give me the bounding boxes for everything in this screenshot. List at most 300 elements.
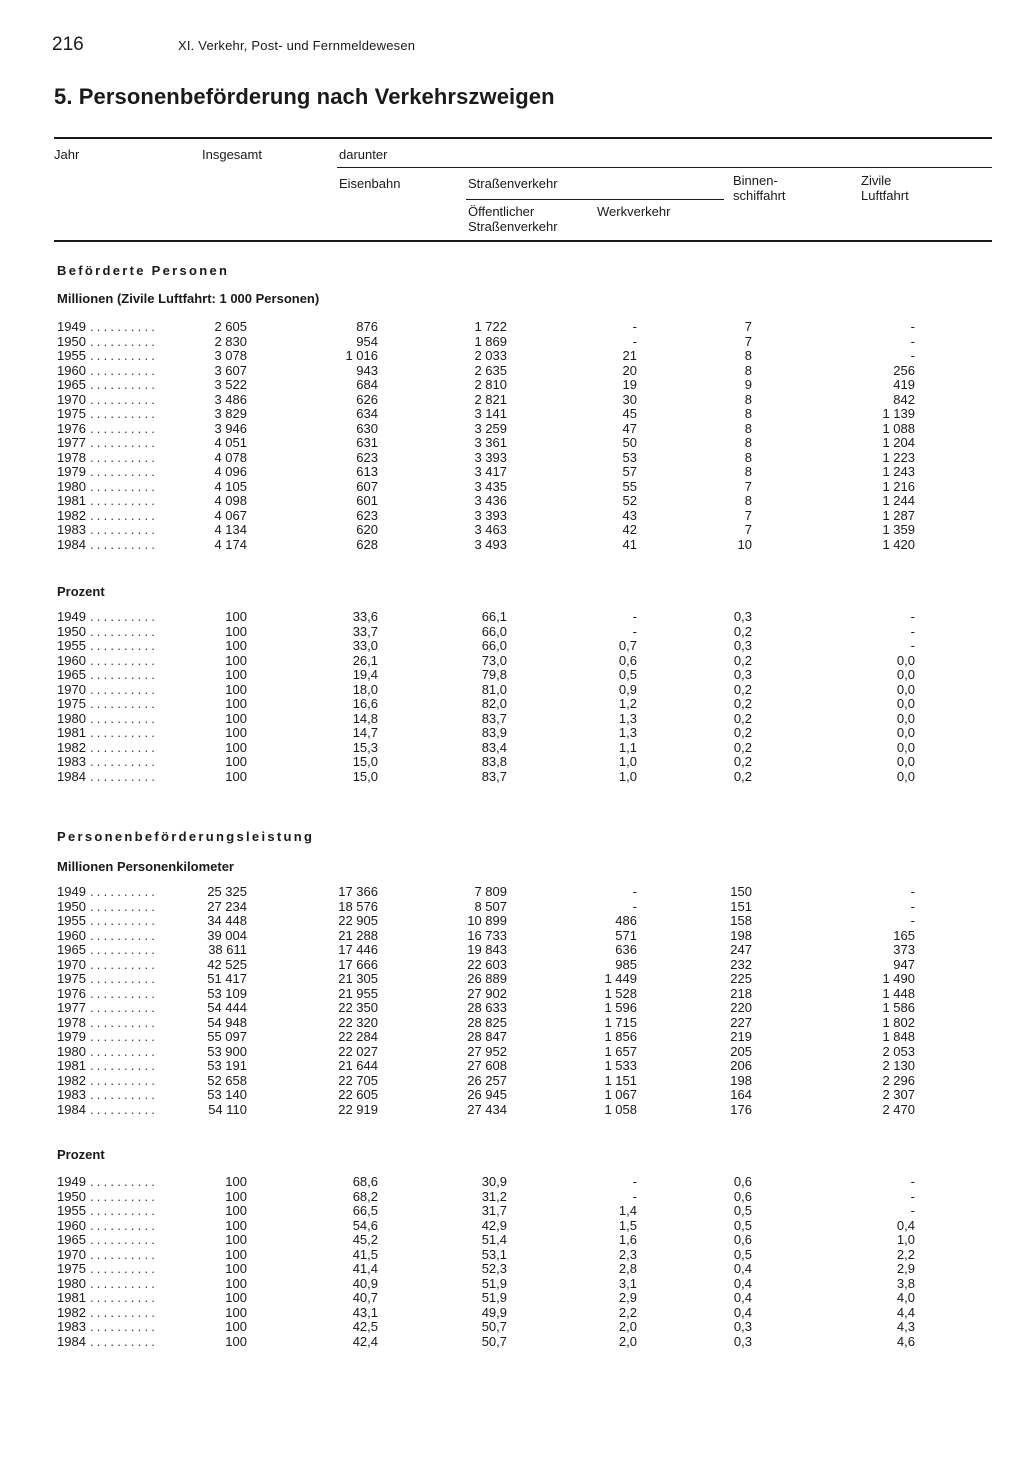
cell-civil-aviation: 1 802 xyxy=(882,1014,915,1030)
cell-civil-aviation: 0,0 xyxy=(896,739,915,755)
cell-works-traffic: - xyxy=(632,884,637,899)
section-heading: Personenbeförderungsleistung xyxy=(57,829,315,844)
table-row xyxy=(0,1074,1024,1089)
cell-rail: 15,0 xyxy=(352,768,378,784)
cell-works-traffic: 43 xyxy=(622,507,637,523)
table-row xyxy=(0,509,1024,524)
cell-works-traffic: 1,6 xyxy=(618,1232,637,1247)
leader-dots: .......... xyxy=(90,478,159,494)
cell-works-traffic: 47 xyxy=(622,420,637,436)
cell-year: 1981 xyxy=(57,493,86,508)
cell-inland-shipping: 0,6 xyxy=(733,1174,752,1189)
cell-year: 1980 xyxy=(57,710,86,726)
cell-civil-aviation: - xyxy=(910,884,915,899)
cell-civil-aviation: 1 223 xyxy=(882,449,915,465)
cell-year: 1949 xyxy=(57,319,86,334)
cell-year: 1965 xyxy=(57,942,86,957)
cell-public-road: 3 417 xyxy=(474,464,507,479)
cell-year: 1978 xyxy=(57,449,86,465)
table-row xyxy=(0,668,1024,683)
cell-year: 1970 xyxy=(57,681,86,697)
cell-total: 3 829 xyxy=(214,406,247,421)
cell-civil-aviation: 1 088 xyxy=(882,420,915,436)
cell-year: 1980 xyxy=(57,478,86,494)
cell-civil-aviation: 1 216 xyxy=(882,478,915,494)
cell-works-traffic: - xyxy=(632,1174,637,1189)
cell-works-traffic: 571 xyxy=(615,927,637,943)
cell-rail: 21 305 xyxy=(338,971,378,986)
leader-dots: .......... xyxy=(90,913,159,928)
cell-rail: 613 xyxy=(356,464,378,479)
cell-inland-shipping: 232 xyxy=(730,956,752,972)
table-row xyxy=(0,1045,1024,1060)
page-number: 216 xyxy=(52,34,84,55)
header-among: darunter xyxy=(339,147,388,162)
leader-dots: .......... xyxy=(90,1275,159,1291)
cell-year: 1977 xyxy=(57,435,86,450)
cell-total: 3 486 xyxy=(214,391,247,407)
cell-total: 100 xyxy=(225,1174,247,1189)
cell-rail: 21 955 xyxy=(338,985,378,1001)
cell-year: 1955 xyxy=(57,348,86,363)
cell-public-road: 3 259 xyxy=(474,420,507,436)
cell-civil-aviation: 2 296 xyxy=(882,1072,915,1088)
cell-public-road: 1 722 xyxy=(474,319,507,334)
cell-works-traffic: 2,9 xyxy=(618,1290,637,1305)
cell-works-traffic: 985 xyxy=(615,956,637,972)
cell-civil-aviation: 947 xyxy=(893,956,915,972)
cell-works-traffic: 55 xyxy=(622,478,637,494)
cell-works-traffic: - xyxy=(632,1188,637,1204)
cell-civil-aviation: 0,4 xyxy=(896,1217,915,1233)
cell-rail: 22 284 xyxy=(338,1029,378,1044)
table-row xyxy=(0,407,1024,422)
cell-works-traffic: 30 xyxy=(622,391,637,407)
cell-rail: 66,5 xyxy=(352,1203,378,1218)
cell-public-road: 51,9 xyxy=(481,1275,507,1291)
cell-public-road: 3 463 xyxy=(474,522,507,537)
cell-inland-shipping: 151 xyxy=(730,898,752,914)
cell-public-road: 2 810 xyxy=(474,377,507,392)
cell-year: 1982 xyxy=(57,739,86,755)
leader-dots: .......... xyxy=(90,638,159,653)
table-row xyxy=(0,1277,1024,1292)
leader-dots: .......... xyxy=(90,942,159,957)
leader-dots: .......... xyxy=(90,609,159,624)
cell-total: 53 109 xyxy=(207,985,247,1001)
cell-public-road: 50,7 xyxy=(481,1319,507,1334)
cell-year: 1980 xyxy=(57,1275,86,1291)
leader-dots: .......... xyxy=(90,1203,159,1218)
table-row xyxy=(0,1306,1024,1321)
cell-rail: 33,7 xyxy=(352,623,378,639)
cell-year: 1984 xyxy=(57,1101,86,1117)
cell-total: 39 004 xyxy=(207,927,247,943)
cell-year: 1970 xyxy=(57,391,86,407)
cell-public-road: 27 608 xyxy=(467,1058,507,1073)
cell-works-traffic: 1,0 xyxy=(618,768,637,784)
cell-public-road: 28 825 xyxy=(467,1014,507,1030)
cell-civil-aviation: 0,0 xyxy=(896,696,915,711)
leader-dots: .......... xyxy=(90,696,159,711)
cell-total: 100 xyxy=(225,1217,247,1233)
cell-rail: 620 xyxy=(356,522,378,537)
cell-works-traffic: 21 xyxy=(622,348,637,363)
leader-dots: .......... xyxy=(90,623,159,639)
cell-total: 100 xyxy=(225,1275,247,1291)
leader-dots: .......... xyxy=(90,681,159,697)
cell-public-road: 81,0 xyxy=(481,681,507,697)
table-row xyxy=(0,900,1024,915)
leader-dots: .......... xyxy=(90,754,159,769)
cell-total: 100 xyxy=(225,1304,247,1320)
cell-public-road: 27 902 xyxy=(467,985,507,1001)
leader-dots: .......... xyxy=(90,420,159,436)
cell-inland-shipping: 198 xyxy=(730,1072,752,1088)
cell-total: 100 xyxy=(225,754,247,769)
cell-year: 1950 xyxy=(57,623,86,639)
cell-rail: 22 350 xyxy=(338,1000,378,1015)
leader-dots: .......... xyxy=(90,522,159,537)
cell-total: 100 xyxy=(225,1188,247,1204)
cell-works-traffic: 3,1 xyxy=(618,1275,637,1291)
cell-total: 4 051 xyxy=(214,435,247,450)
leader-dots: .......... xyxy=(90,1246,159,1262)
cell-works-traffic: 19 xyxy=(622,377,637,392)
cell-inland-shipping: 205 xyxy=(730,1043,752,1059)
cell-civil-aviation: - xyxy=(910,333,915,349)
cell-inland-shipping: 10 xyxy=(737,536,752,552)
table-row xyxy=(0,972,1024,987)
cell-civil-aviation: 2 130 xyxy=(882,1058,915,1073)
cell-year: 1950 xyxy=(57,1188,86,1204)
table-row xyxy=(0,1233,1024,1248)
cell-civil-aviation: 2 053 xyxy=(882,1043,915,1059)
table-row xyxy=(0,639,1024,654)
cell-public-road: 53,1 xyxy=(481,1246,507,1262)
cell-total: 100 xyxy=(225,725,247,740)
cell-total: 100 xyxy=(225,768,247,784)
cell-total: 100 xyxy=(225,1232,247,1247)
cell-civil-aviation: 0,0 xyxy=(896,667,915,682)
table-row xyxy=(0,1001,1024,1016)
leader-dots: .......... xyxy=(90,1188,159,1204)
cell-rail: 17 666 xyxy=(338,956,378,972)
cell-works-traffic: 57 xyxy=(622,464,637,479)
leader-dots: .......... xyxy=(90,435,159,450)
cell-total: 4 134 xyxy=(214,522,247,537)
cell-year: 1981 xyxy=(57,1058,86,1073)
cell-public-road: 83,9 xyxy=(481,725,507,740)
cell-total: 4 096 xyxy=(214,464,247,479)
cell-works-traffic: 45 xyxy=(622,406,637,421)
leader-dots: .......... xyxy=(90,1101,159,1117)
cell-civil-aviation: - xyxy=(910,609,915,624)
cell-inland-shipping: 7 xyxy=(744,333,752,349)
cell-inland-shipping: 0,2 xyxy=(733,652,752,668)
cell-inland-shipping: 0,2 xyxy=(733,710,752,726)
table-row xyxy=(0,538,1024,553)
cell-works-traffic: 2,3 xyxy=(618,1246,637,1262)
cell-civil-aviation: 165 xyxy=(893,927,915,943)
leader-dots: .......... xyxy=(90,1232,159,1247)
cell-works-traffic: 1 533 xyxy=(604,1058,637,1073)
header-road: Straßenverkehr xyxy=(468,176,558,191)
leader-dots: .......... xyxy=(90,652,159,668)
cell-inland-shipping: 7 xyxy=(744,478,752,494)
cell-public-road: 2 635 xyxy=(474,362,507,378)
leader-dots: .......... xyxy=(90,333,159,349)
cell-works-traffic: 1,3 xyxy=(618,725,637,740)
leader-dots: .......... xyxy=(90,507,159,523)
cell-civil-aviation: 1 586 xyxy=(882,1000,915,1015)
cell-rail: 16,6 xyxy=(352,696,378,711)
cell-year: 1975 xyxy=(57,696,86,711)
cell-works-traffic: 0,9 xyxy=(618,681,637,697)
cell-inland-shipping: 0,2 xyxy=(733,768,752,784)
cell-works-traffic: 2,0 xyxy=(618,1333,637,1349)
cell-total: 100 xyxy=(225,609,247,624)
unit-heading: Millionen Personenkilometer xyxy=(57,859,234,874)
cell-public-road: 31,2 xyxy=(481,1188,507,1204)
cell-works-traffic: 52 xyxy=(622,493,637,508)
cell-public-road: 31,7 xyxy=(481,1203,507,1218)
table-row xyxy=(0,1248,1024,1263)
cell-works-traffic: 1,3 xyxy=(618,710,637,726)
cell-rail: 19,4 xyxy=(352,667,378,682)
cell-inland-shipping: 8 xyxy=(744,464,752,479)
leader-dots: .......... xyxy=(90,710,159,726)
table-row xyxy=(0,523,1024,538)
cell-civil-aviation: - xyxy=(910,1188,915,1204)
cell-rail: 33,6 xyxy=(352,609,378,624)
cell-public-road: 3 493 xyxy=(474,536,507,552)
cell-rail: 33,0 xyxy=(352,638,378,653)
cell-works-traffic: - xyxy=(632,609,637,624)
cell-total: 100 xyxy=(225,652,247,668)
cell-rail: 623 xyxy=(356,449,378,465)
header-road-rule xyxy=(466,199,724,200)
cell-total: 100 xyxy=(225,710,247,726)
cell-inland-shipping: 0,2 xyxy=(733,725,752,740)
cell-year: 1977 xyxy=(57,1000,86,1015)
cell-works-traffic: 1,0 xyxy=(618,754,637,769)
cell-total: 100 xyxy=(225,1290,247,1305)
cell-civil-aviation: 0,0 xyxy=(896,681,915,697)
table-row xyxy=(0,1016,1024,1031)
cell-year: 1975 xyxy=(57,971,86,986)
cell-public-road: 83,7 xyxy=(481,768,507,784)
cell-civil-aviation: 4,0 xyxy=(896,1290,915,1305)
cell-inland-shipping: 164 xyxy=(730,1087,752,1102)
cell-civil-aviation: 0,0 xyxy=(896,768,915,784)
leader-dots: .......... xyxy=(90,667,159,682)
leader-dots: .......... xyxy=(90,1333,159,1349)
cell-rail: 21 288 xyxy=(338,927,378,943)
cell-civil-aviation: 373 xyxy=(893,942,915,957)
cell-total: 25 325 xyxy=(207,884,247,899)
cell-public-road: 83,7 xyxy=(481,710,507,726)
cell-total: 2 605 xyxy=(214,319,247,334)
cell-rail: 22 905 xyxy=(338,913,378,928)
leader-dots: .......... xyxy=(90,1058,159,1073)
cell-rail: 42,5 xyxy=(352,1319,378,1334)
cell-rail: 22 705 xyxy=(338,1072,378,1088)
cell-rail: 14,8 xyxy=(352,710,378,726)
cell-civil-aviation: 1 243 xyxy=(882,464,915,479)
cell-civil-aviation: 1 490 xyxy=(882,971,915,986)
cell-rail: 41,5 xyxy=(352,1246,378,1262)
cell-total: 100 xyxy=(225,739,247,755)
cell-rail: 45,2 xyxy=(352,1232,378,1247)
cell-year: 1950 xyxy=(57,333,86,349)
cell-year: 1955 xyxy=(57,638,86,653)
cell-works-traffic: 41 xyxy=(622,536,637,552)
cell-rail: 17 366 xyxy=(338,884,378,899)
table-row xyxy=(0,451,1024,466)
leader-dots: .......... xyxy=(90,1029,159,1044)
cell-civil-aviation: 842 xyxy=(893,391,915,407)
cell-civil-aviation: 256 xyxy=(893,362,915,378)
cell-civil-aviation: 1 359 xyxy=(882,522,915,537)
cell-total: 53 191 xyxy=(207,1058,247,1073)
cell-total: 100 xyxy=(225,1333,247,1349)
leader-dots: .......... xyxy=(90,1043,159,1059)
leader-dots: .......... xyxy=(90,319,159,334)
cell-inland-shipping: 7 xyxy=(744,319,752,334)
cell-total: 4 105 xyxy=(214,478,247,494)
cell-inland-shipping: 8 xyxy=(744,420,752,436)
cell-rail: 41,4 xyxy=(352,1261,378,1276)
unit-heading: Prozent xyxy=(57,584,105,599)
cell-public-road: 3 393 xyxy=(474,507,507,523)
leader-dots: .......... xyxy=(90,1087,159,1102)
leader-dots: .......... xyxy=(90,1174,159,1189)
cell-rail: 54,6 xyxy=(352,1217,378,1233)
cell-total: 42 525 xyxy=(207,956,247,972)
cell-inland-shipping: 220 xyxy=(730,1000,752,1015)
table-row xyxy=(0,1219,1024,1234)
cell-works-traffic: 636 xyxy=(615,942,637,957)
header-air-line2: Luftfahrt xyxy=(861,188,909,203)
cell-civil-aviation: - xyxy=(910,1174,915,1189)
table-row xyxy=(0,378,1024,393)
header-among-rule xyxy=(337,167,992,168)
cell-year: 1983 xyxy=(57,1087,86,1102)
cell-total: 54 444 xyxy=(207,1000,247,1015)
header-inland-line1: Binnen- xyxy=(733,173,778,188)
cell-works-traffic: - xyxy=(632,333,637,349)
table-row xyxy=(0,943,1024,958)
cell-public-road: 26 257 xyxy=(467,1072,507,1088)
cell-inland-shipping: 8 xyxy=(744,348,752,363)
cell-civil-aviation: 3,8 xyxy=(896,1275,915,1291)
cell-civil-aviation: 1,0 xyxy=(896,1232,915,1247)
cell-rail: 630 xyxy=(356,420,378,436)
table-row xyxy=(0,987,1024,1002)
cell-year: 1970 xyxy=(57,1246,86,1262)
cell-public-road: 66,1 xyxy=(481,609,507,624)
cell-rail: 1 016 xyxy=(345,348,378,363)
cell-works-traffic: 1 596 xyxy=(604,1000,637,1015)
cell-total: 100 xyxy=(225,623,247,639)
cell-inland-shipping: 0,4 xyxy=(733,1275,752,1291)
cell-year: 1965 xyxy=(57,377,86,392)
cell-inland-shipping: 9 xyxy=(744,377,752,392)
header-works-traffic: Werkverkehr xyxy=(597,204,671,219)
table-row xyxy=(0,1059,1024,1074)
cell-inland-shipping: 158 xyxy=(730,913,752,928)
cell-total: 2 830 xyxy=(214,333,247,349)
cell-total: 54 110 xyxy=(208,1101,247,1117)
cell-inland-shipping: 8 xyxy=(744,406,752,421)
cell-year: 1970 xyxy=(57,956,86,972)
table-row xyxy=(0,726,1024,741)
table-row xyxy=(0,335,1024,350)
cell-public-road: 83,4 xyxy=(481,739,507,755)
cell-civil-aviation: 1 420 xyxy=(882,536,915,552)
cell-rail: 684 xyxy=(356,377,378,392)
cell-inland-shipping: 198 xyxy=(730,927,752,943)
cell-public-road: 3 361 xyxy=(474,435,507,450)
table-row xyxy=(0,1262,1024,1277)
cell-civil-aviation: 1 139 xyxy=(882,406,915,421)
cell-civil-aviation: 0,0 xyxy=(896,710,915,726)
cell-year: 1960 xyxy=(57,652,86,668)
cell-civil-aviation: - xyxy=(910,1203,915,1218)
cell-year: 1984 xyxy=(57,1333,86,1349)
cell-total: 54 948 xyxy=(207,1014,247,1030)
cell-inland-shipping: 8 xyxy=(744,391,752,407)
cell-total: 100 xyxy=(225,1246,247,1262)
cell-works-traffic: - xyxy=(632,623,637,639)
cell-year: 1984 xyxy=(57,768,86,784)
table-row xyxy=(0,610,1024,625)
leader-dots: .......... xyxy=(90,449,159,465)
cell-total: 27 234 xyxy=(207,898,247,914)
cell-total: 52 658 xyxy=(207,1072,247,1088)
cell-works-traffic: 1,5 xyxy=(618,1217,637,1233)
table-row xyxy=(0,480,1024,495)
cell-public-road: 42,9 xyxy=(481,1217,507,1233)
cell-public-road: 8 507 xyxy=(474,898,507,914)
cell-works-traffic: 1 715 xyxy=(604,1014,637,1030)
cell-works-traffic: 1 067 xyxy=(604,1087,637,1102)
cell-inland-shipping: 218 xyxy=(730,985,752,1001)
cell-civil-aviation: 2 470 xyxy=(882,1101,915,1117)
cell-total: 100 xyxy=(225,681,247,697)
section-heading: Beförderte Personen xyxy=(57,263,230,278)
leader-dots: .......... xyxy=(90,739,159,755)
cell-inland-shipping: 150 xyxy=(730,884,752,899)
cell-inland-shipping: 0,2 xyxy=(733,696,752,711)
cell-works-traffic: 2,2 xyxy=(618,1304,637,1320)
header-inland-line2: schiffahrt xyxy=(733,188,786,203)
cell-rail: 68,2 xyxy=(352,1188,378,1204)
leader-dots: .......... xyxy=(90,971,159,986)
cell-total: 4 098 xyxy=(214,493,247,508)
cell-works-traffic: 2,8 xyxy=(618,1261,637,1276)
cell-works-traffic: 50 xyxy=(622,435,637,450)
cell-civil-aviation: 1 287 xyxy=(882,507,915,523)
cell-inland-shipping: 0,6 xyxy=(733,1188,752,1204)
leader-dots: .......... xyxy=(90,464,159,479)
cell-inland-shipping: 0,3 xyxy=(733,1333,752,1349)
cell-inland-shipping: 0,3 xyxy=(733,638,752,653)
cell-inland-shipping: 8 xyxy=(744,493,752,508)
cell-public-road: 49,9 xyxy=(481,1304,507,1320)
leader-dots: .......... xyxy=(90,898,159,914)
